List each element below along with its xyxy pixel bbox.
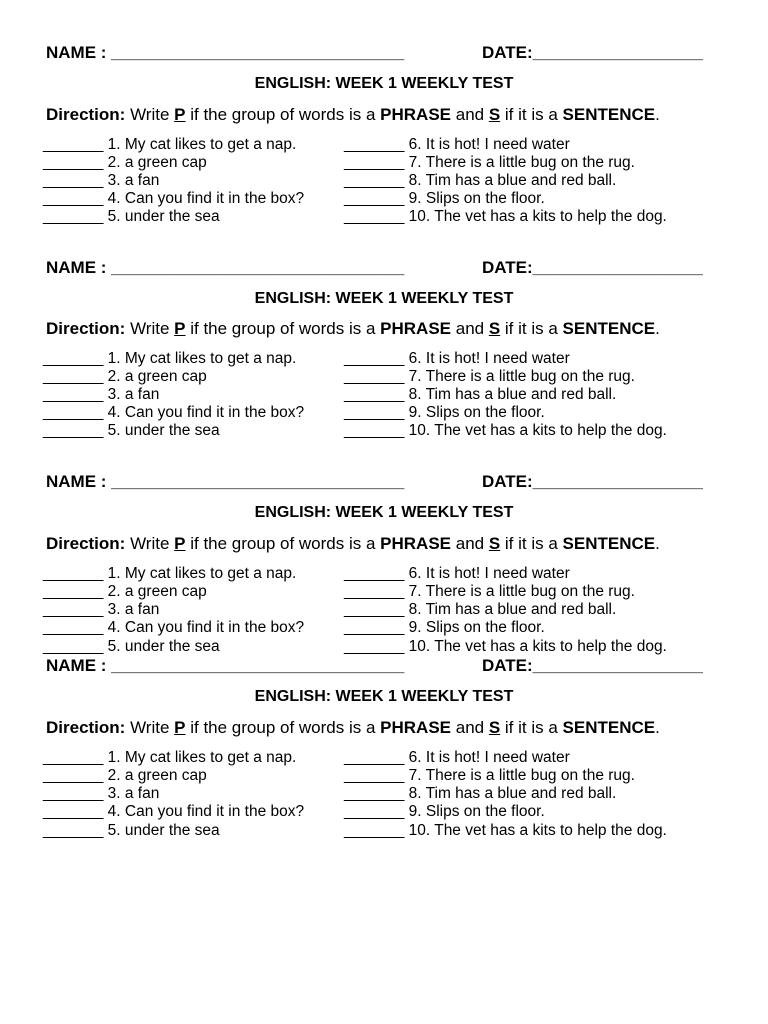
p-letter: P [174,718,186,737]
question-8[interactable]: _______ 8. Tim has a blue and red ball. [344,601,617,618]
question-8[interactable]: _______ 8. Tim has a blue and red ball. [344,386,617,403]
name-field[interactable]: NAME : _______________________________ [46,258,405,277]
direction-lead: Direction: [46,105,126,124]
direction-part: Write [125,105,175,124]
date-field[interactable]: DATE:__________________ [482,43,703,62]
question-2[interactable]: _______ 2. a green cap [43,368,207,385]
s-letter: S [488,718,501,737]
sentence-word: SENTENCE [562,718,656,737]
phrase-word: PHRASE [380,534,452,553]
question-10[interactable]: _______ 10. The vet has a kits to help the dog. [344,208,667,225]
question-4[interactable]: _______ 4. Can you find it in the box? [43,190,305,207]
question-1[interactable]: _______ 1. My cat likes to get a nap. [43,136,297,153]
direction-part: . [655,718,660,737]
question-9[interactable]: _______ 9. Slips on the floor. [344,803,545,820]
test-copy-2 [0,214,768,439]
question-5[interactable]: _______ 5. under the sea [43,422,220,439]
test-copy-3 [0,428,768,655]
question-9[interactable]: _______ 9. Slips on the floor. [344,190,545,207]
question-3[interactable]: _______ 3. a fan [43,785,160,802]
direction-part: . [655,319,660,338]
question-4[interactable]: _______ 4. Can you find it in the box? [43,803,305,820]
question-6[interactable]: _______ 6. It is hot! I need water [344,565,570,582]
p-letter: P [174,105,186,124]
question-9[interactable]: _______ 9. Slips on the floor. [344,619,545,636]
question-6[interactable]: _______ 6. It is hot! I need water [344,136,570,153]
question-8[interactable]: _______ 8. Tim has a blue and red ball. [344,172,617,189]
direction-part: if the group of words is a [185,718,381,737]
direction-part: Write [125,534,175,553]
direction-part: and [451,718,489,737]
question-5[interactable]: _______ 5. under the sea [43,638,220,655]
direction-part: if the group of words is a [185,105,381,124]
direction-text [46,534,660,554]
direction-part: Write [125,718,175,737]
sentence-word: SENTENCE [562,105,656,124]
test-title: ENGLISH: WEEK 1 WEEKLY TEST [254,688,514,705]
p-letter: P [174,534,186,553]
test-title: ENGLISH: WEEK 1 WEEKLY TEST [254,290,514,307]
p-letter: P [174,319,186,338]
s-letter: S [488,534,501,553]
question-5[interactable]: _______ 5. under the sea [43,822,220,839]
direction-text [46,319,660,339]
direction-lead: Direction: [46,534,126,553]
phrase-word: PHRASE [380,718,452,737]
direction-part: if the group of words is a [185,534,381,553]
question-7[interactable]: _______ 7. There is a little bug on the rug. [344,767,635,784]
question-10[interactable]: _______ 10. The vet has a kits to help the dog. [344,638,667,655]
direction-part: if the group of words is a [185,319,381,338]
direction-part: . [655,534,660,553]
question-2[interactable]: _______ 2. a green cap [43,767,207,784]
question-3[interactable]: _______ 3. a fan [43,172,160,189]
phrase-word: PHRASE [380,105,452,124]
s-letter: S [488,105,501,124]
s-letter: S [488,319,501,338]
date-field[interactable]: DATE:__________________ [482,258,703,277]
question-1[interactable]: _______ 1. My cat likes to get a nap. [43,350,297,367]
direction-text [46,105,660,125]
direction-part: if it is a [500,105,563,124]
question-7[interactable]: _______ 7. There is a little bug on the rug. [344,583,635,600]
question-10[interactable]: _______ 10. The vet has a kits to help the dog. [344,422,667,439]
question-3[interactable]: _______ 3. a fan [43,386,160,403]
sentence-word: SENTENCE [562,534,656,553]
question-10[interactable]: _______ 10. The vet has a kits to help the dog. [344,822,667,839]
question-9[interactable]: _______ 9. Slips on the floor. [344,404,545,421]
direction-part: if it is a [500,534,563,553]
question-2[interactable]: _______ 2. a green cap [43,154,207,171]
test-title: ENGLISH: WEEK 1 WEEKLY TEST [254,75,514,92]
question-6[interactable]: _______ 6. It is hot! I need water [344,350,570,367]
name-field[interactable]: NAME : _______________________________ [46,43,405,62]
question-3[interactable]: _______ 3. a fan [43,601,160,618]
name-field[interactable]: NAME : _______________________________ [46,472,405,491]
question-2[interactable]: _______ 2. a green cap [43,583,207,600]
question-6[interactable]: _______ 6. It is hot! I need water [344,749,570,766]
question-1[interactable]: _______ 1. My cat likes to get a nap. [43,565,297,582]
name-field[interactable]: NAME : _______________________________ [46,656,405,675]
question-1[interactable]: _______ 1. My cat likes to get a nap. [43,749,297,766]
sentence-word: SENTENCE [562,319,656,338]
date-field[interactable]: DATE:__________________ [482,472,703,491]
question-8[interactable]: _______ 8. Tim has a blue and red ball. [344,785,617,802]
phrase-word: PHRASE [380,319,452,338]
test-copy-4 [0,612,768,839]
question-4[interactable]: _______ 4. Can you find it in the box? [43,404,305,421]
test-title: ENGLISH: WEEK 1 WEEKLY TEST [254,504,514,521]
direction-part: if it is a [500,319,563,338]
question-4[interactable]: _______ 4. Can you find it in the box? [43,619,305,636]
test-copy-1 [0,0,768,225]
direction-part: Write [125,319,175,338]
direction-lead: Direction: [46,718,126,737]
direction-text [46,718,660,738]
direction-lead: Direction: [46,319,126,338]
direction-part: . [655,105,660,124]
date-field[interactable]: DATE:__________________ [482,656,703,675]
direction-part: and [451,105,489,124]
question-7[interactable]: _______ 7. There is a little bug on the rug. [344,154,635,171]
direction-part: if it is a [500,718,563,737]
question-5[interactable]: _______ 5. under the sea [43,208,220,225]
question-7[interactable]: _______ 7. There is a little bug on the rug. [344,368,635,385]
direction-part: and [451,534,489,553]
direction-part: and [451,319,489,338]
